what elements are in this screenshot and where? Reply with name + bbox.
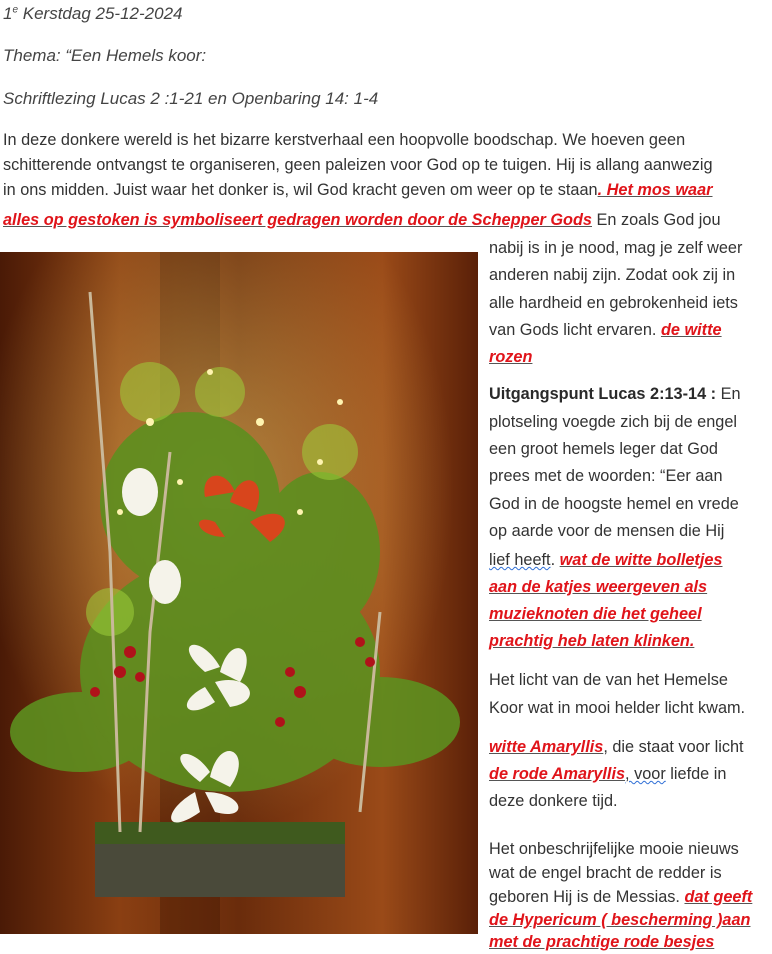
verse-line-10: prachtig heb laten klinken.	[489, 632, 695, 650]
verse-line-4: prees met de woorden: “Eer aan	[489, 467, 723, 485]
intro-col-line-2: anderen nabij zijn. Zodat ook zij in	[489, 266, 736, 284]
news-line-5: met de prachtige rode besjes	[489, 933, 715, 951]
intro-line-3: in ons midden. Juist waar het donker is, wil God kracht geven om weer op te staan. Het mos waar	[3, 181, 713, 199]
verse-line-9: muzieknoten die het geheel	[489, 605, 702, 623]
news-line-3: geboren Hij is de Messias. dat geeft	[489, 888, 753, 906]
intro-col-line-3: alle hardheid en gebrokenheid iets	[489, 294, 738, 312]
verse-line-6: op aarde voor de mensen die Hij	[489, 522, 725, 540]
intro-line-2: schitterende ontvangst te organiseren, geen paleizen voor God op te tuigen. Hij is allang aanwezig	[3, 156, 713, 174]
reading-heading: Schriftlezing Lucas 2 :1-21 en Openbaring 14: 1-4	[3, 89, 379, 108]
light-line-2: Koor wat in mooi helder licht kwam.	[489, 699, 746, 717]
verse-line-5: God in de hoogste hemel en vrede	[489, 495, 739, 513]
verse-line-1: Uitgangspunt Lucas 2:13-14 : En	[489, 385, 741, 403]
intro-line-4: alles op gestoken is symboliseert gedragen worden door de Schepper Gods En zoals God jou	[3, 211, 721, 229]
theme-heading: Thema: “Een Hemels koor:	[3, 46, 207, 65]
amaryllis-line-2: de rode Amaryllis, voor liefde in	[489, 765, 727, 783]
verse-line-2: plotseling voegde zich bij de engel	[489, 413, 738, 431]
amaryllis-line-1: witte Amaryllis, die staat voor licht	[489, 738, 744, 756]
news-line-2: wat de engel bracht de redder is	[489, 864, 722, 882]
intro-col-line-5: rozen	[489, 348, 533, 366]
light-line-1: Het licht van de van het Hemelse	[489, 671, 728, 689]
intro-col-line-1: nabij is in je nood, mag je zelf weer	[489, 239, 743, 257]
verse-line-3: een groot hemels leger dat God	[489, 440, 718, 458]
amaryllis-line-3: deze donkere tijd.	[489, 792, 618, 810]
date-heading: 1e Kerstdag 25-12-2024	[3, 4, 183, 23]
news-line-1: Het onbeschrijfelijke mooie nieuws	[489, 840, 739, 858]
intro-col-line-4: van Gods licht ervaren. de witte	[489, 321, 722, 339]
verse-line-8: aan de katjes weergeven als	[489, 578, 708, 596]
verse-line-7: lief heeft. wat de witte bolletjes	[489, 551, 723, 569]
news-line-4: de Hypericum ( bescherming )aan	[489, 911, 751, 929]
flower-arrangement-photo	[0, 252, 478, 934]
intro-line-1: In deze donkere wereld is het bizarre kerstverhaal een hoopvolle boodschap. We hoeven geen	[3, 131, 686, 149]
